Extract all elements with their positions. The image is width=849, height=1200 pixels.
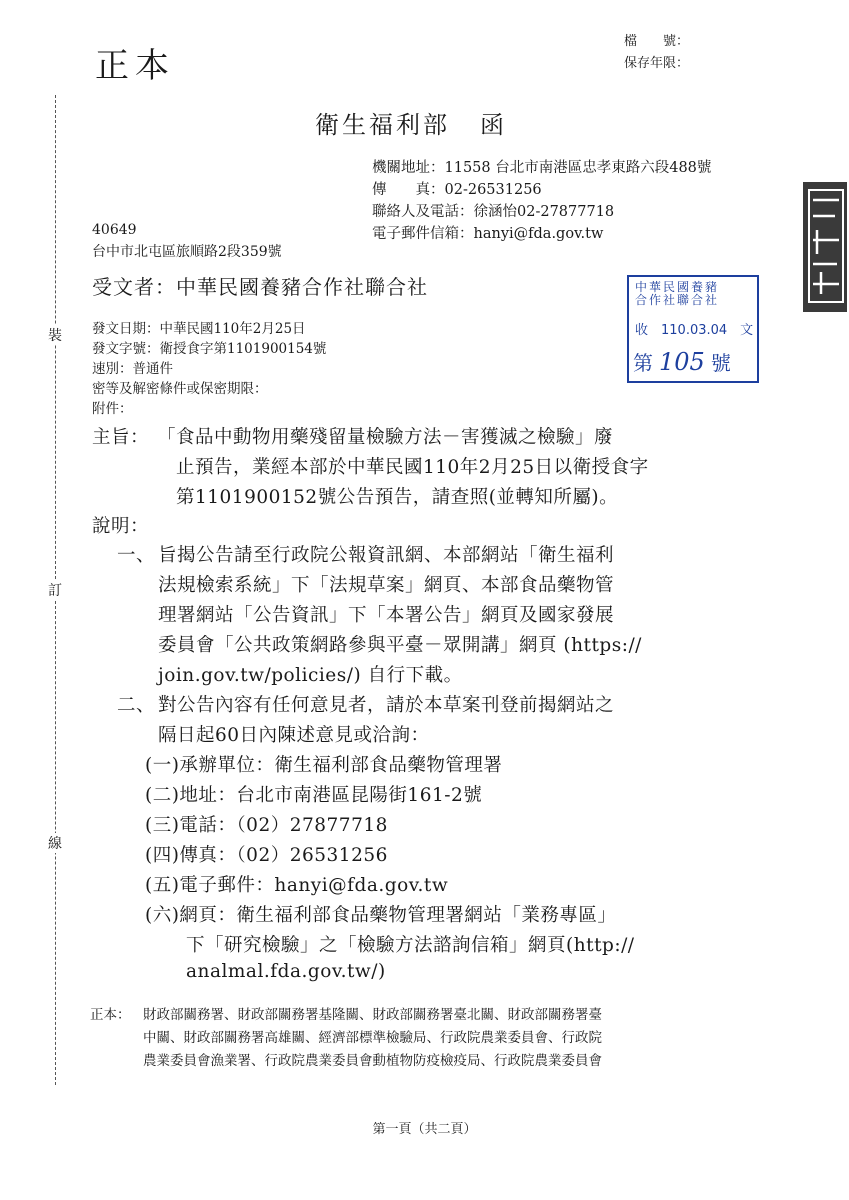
sender-address: 機關地址：11558 台北市南港區忠孝東路六段488號 [372, 160, 712, 176]
subject-line: 「食品中動物用藥殘留量檢驗方法－害獲滅之檢驗」廢 [157, 427, 614, 448]
subitem: (二)地址：台北市南港區昆陽街161-2號 [145, 785, 483, 806]
recipient: 受文者：中華民國養豬合作社聯合社 [92, 275, 428, 299]
official-seal-edge [793, 180, 849, 315]
subject-label: 主旨： [92, 427, 150, 448]
stamp-number: 105 [659, 348, 705, 376]
issue-date: 發文日期：中華民國110年2月25日 [92, 321, 306, 337]
page-footer: 第一頁（共二頁） [372, 1122, 477, 1137]
binding-mark-xian: 線 [44, 833, 66, 853]
stamp-number-row [633, 347, 731, 376]
item1-line: 理署網站「公告資訊」下「本署公告」網頁及國家發展 [158, 605, 615, 626]
item-marker: 二、 [117, 695, 156, 716]
subitem: (六)網頁：衛生福利部食品藥物管理署網站「業務專區」 [145, 905, 617, 926]
subitem: (三)電話：（02）27877718 [145, 815, 388, 836]
document-number: 發文字號：衛授食字第1101900154號 [92, 341, 327, 357]
item2-line: 對公告內容有任何意見者，請於本草案刊登前揭網站之 [158, 695, 615, 716]
item1-line: join.gov.tw/policies/) 自行下載。 [158, 665, 463, 686]
item1-line: 委員會「公共政策網路參與平臺－眾開講」網頁 (https:// [158, 635, 642, 656]
explanation-label: 說明： [92, 516, 150, 537]
binding-mark-ding: 訂 [44, 580, 66, 600]
subject-line: 第1101900152號公告預告，請查照(並轉知所屬)。 [176, 487, 619, 508]
item-marker: 一、 [117, 545, 156, 566]
subitem-cont: 下「研究檢驗」之「檢驗方法諮詢信箱」網頁(http:// [186, 935, 635, 956]
item1-line: 法規檢索系統」下「法規草案」網頁、本部食品藥物管 [158, 575, 615, 596]
binding-mark-zhuang: 裝 [44, 325, 66, 345]
subitem: (一)承辦單位：衛生福利部食品藥物管理署 [145, 755, 503, 776]
sender-contact: 聯絡人及電話：徐涵怡02-27877718 [372, 204, 615, 220]
document-title [315, 105, 507, 140]
stamp-org: 中華民國養豬 合作社聯合社 [635, 280, 720, 307]
stamp-prefix: 第 [633, 351, 653, 375]
subitem: (五)電子郵件：hanyi@fda.gov.tw [145, 875, 449, 896]
recipient-address: 台中市北屯區旅順路2段359號 [92, 244, 282, 260]
cc-line: 農業委員會漁業署、行政院農業委員會動植物防疫檢疫局、行政院農業委員會 [143, 1053, 602, 1069]
subject-line: 止預告，業經本部於中華民國110年2月25日以衛授食字 [176, 457, 649, 478]
subitem-cont: analmal.fda.gov.tw/) [186, 961, 386, 982]
issuing-org: 衛生福利部 [315, 111, 450, 139]
sender-fax: 傳 真：02-26531256 [372, 182, 542, 198]
item2-line: 隔日起60日內陳述意見或洽詢： [158, 725, 430, 746]
original-copy-label: 正本 [95, 46, 175, 86]
item1-line: 旨揭公告請至行政院公報資訊網、本部網站「衛生福利 [158, 545, 615, 566]
cc-line: 中關、財政部關務署高雄關、經濟部標準檢驗局、行政院農業委員會、行政院 [143, 1030, 602, 1046]
cc-line: 財政部關務署、財政部關務署基隆關、財政部關務署臺北關、財政部關務署臺 [143, 1007, 602, 1023]
urgency: 速別：普通件 [92, 361, 173, 377]
attachments: 附件： [92, 401, 133, 417]
sender-email: 電子郵件信箱：hanyi@fda.gov.tw [372, 226, 604, 242]
archive-number: 檔 號： [624, 34, 690, 49]
stamp-suffix: 號 [710, 351, 731, 375]
confidentiality: 密等及解密條件或保密期限： [92, 381, 268, 397]
retention-period: 保存年限： [624, 56, 690, 71]
stamp-date: 收 110.03.04 文 [635, 323, 754, 338]
recipient-postcode: 40649 [92, 222, 137, 238]
cc-label: 正本： [90, 1007, 131, 1023]
receipt-stamp [627, 275, 759, 383]
document-type: 函 [480, 111, 507, 139]
subitem: (四)傳真：（02）26531256 [145, 845, 388, 866]
